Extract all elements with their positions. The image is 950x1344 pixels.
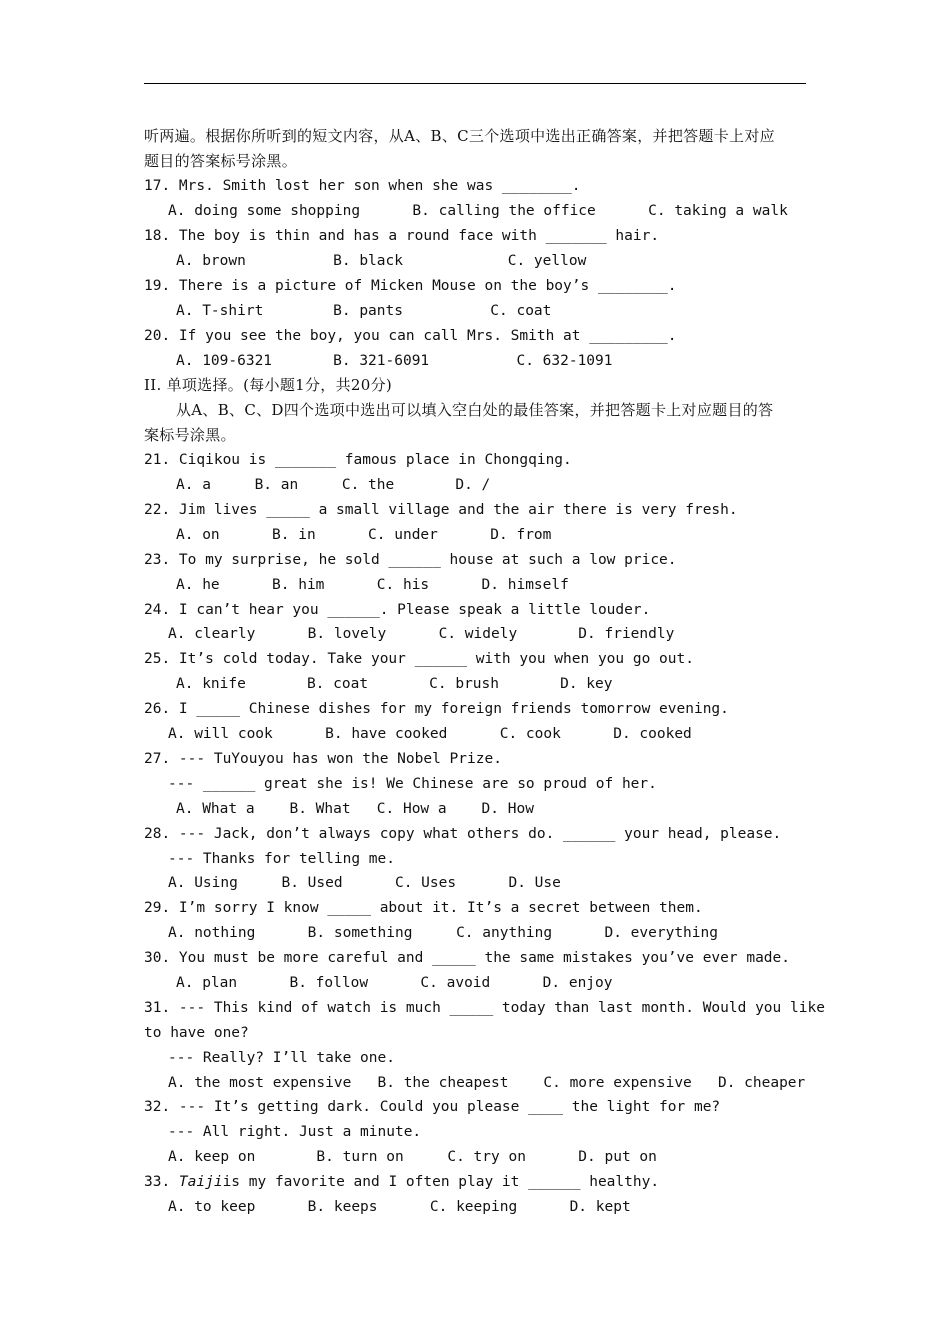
question-33-number: 33. bbox=[144, 1174, 179, 1190]
question-30-options: A. plan B. follow C. avoid D. enjoy bbox=[176, 975, 613, 991]
question-29-stem: 29. I’m sorry I know _____ about it. It’s a secret between them. bbox=[144, 900, 703, 916]
question-32-options: A. keep on B. turn on C. try on D. put on bbox=[168, 1149, 657, 1165]
question-22-stem: 22. Jim lives _____ a small village and the air there is very fresh. bbox=[144, 502, 738, 518]
question-20-stem: 20. If you see the boy, you can call Mrs. Smith at _________. bbox=[144, 328, 677, 344]
question-26-stem: 26. I _____ Chinese dishes for my foreign friends tomorrow evening. bbox=[144, 701, 729, 717]
question-21-stem: 21. Ciqikou is _______ famous place in Chongqing. bbox=[144, 452, 572, 468]
question-28-stem-1: 28. --- Jack, don’t always copy what others do. ______ your head, please. bbox=[144, 826, 782, 842]
question-24-options: A. clearly B. lovely C. widely D. friendly bbox=[168, 626, 675, 642]
question-28-stem-2: --- Thanks for telling me. bbox=[168, 851, 395, 867]
question-24-stem: 24. I can’t hear you ______. Please speak a little louder. bbox=[144, 602, 651, 618]
question-21-options: A. a B. an C. the D. / bbox=[176, 477, 491, 493]
question-27-stem-2: --- ______ great she is! We Chinese are so proud of her. bbox=[168, 776, 657, 792]
question-27-options: A. What a B. What C. How a D. How bbox=[176, 801, 534, 817]
section-2-instruction-line-2: 案标号涂黑。 bbox=[144, 426, 236, 444]
question-33-options: A. to keep B. keeps C. keeping D. kept bbox=[168, 1199, 631, 1215]
question-33-rest: is my favorite and I often play it ______ healthy. bbox=[222, 1174, 660, 1190]
listening-instruction-line-2: 题目的答案标号涂黑。 bbox=[144, 152, 298, 170]
question-28-options: A. Using B. Used C. Uses D. Use bbox=[168, 875, 561, 891]
question-23-options: A. he B. him C. his D. himself bbox=[176, 577, 569, 593]
header-rule bbox=[144, 83, 806, 84]
question-23-stem: 23. To my surprise, he sold ______ house at such a low price. bbox=[144, 552, 677, 568]
question-33-italic-word: Taiji bbox=[178, 1174, 223, 1190]
question-19-options: A. T-shirt B. pants C. coat bbox=[176, 303, 552, 319]
question-18-options: A. brown B. black C. yellow bbox=[176, 253, 587, 269]
question-25-stem: 25. It’s cold today. Take your ______ with you when you go out. bbox=[144, 651, 694, 667]
question-32-stem-1: 32. --- It’s getting dark. Could you please ____ the light for me? bbox=[144, 1099, 721, 1115]
question-31-stem-1: 31. --- This kind of watch is much _____ today than last month. Would you like bbox=[144, 1000, 825, 1016]
question-17-options: A. doing some shopping B. calling the office C. taking a walk bbox=[168, 203, 788, 219]
question-29-options: A. nothing B. something C. anything D. everything bbox=[168, 925, 718, 941]
listening-instruction-line-1: 听两遍。根据你所听到的短文内容，从A、B、C三个选项中选出正确答案，并把答题卡上对应 bbox=[144, 127, 775, 145]
question-31-stem-1-continued: to have one? bbox=[144, 1025, 249, 1041]
question-22-options: A. on B. in C. under D. from bbox=[176, 527, 552, 543]
question-27-stem-1: 27. --- TuYouyou has won the Nobel Prize. bbox=[144, 751, 502, 767]
question-26-options: A. will cook B. have cooked C. cook D. cooked bbox=[168, 726, 692, 742]
question-17-stem: 17. Mrs. Smith lost her son when she was ________. bbox=[144, 178, 581, 194]
question-18-stem: 18. The boy is thin and has a round face with _______ hair. bbox=[144, 228, 660, 244]
question-32-stem-2: --- All right. Just a minute. bbox=[168, 1124, 422, 1140]
question-33-stem bbox=[144, 1172, 659, 1192]
question-19-stem: 19. There is a picture of Micken Mouse on the boy’s ________. bbox=[144, 278, 677, 294]
question-31-stem-2: --- Really? I’ll take one. bbox=[168, 1050, 395, 1066]
question-25-options: A. knife B. coat C. brush D. key bbox=[176, 676, 613, 692]
question-30-stem: 30. You must be more careful and _____ the same mistakes you’ve ever made. bbox=[144, 950, 791, 966]
question-31-options: A. the most expensive B. the cheapest C. more expensive D. cheaper bbox=[168, 1075, 806, 1091]
question-20-options: A. 109-6321 B. 321-6091 C. 632-1091 bbox=[176, 353, 613, 369]
section-2-title: II. 单项选择。(每小题1分，共20分) bbox=[144, 376, 393, 394]
section-2-instruction-line-1: 从A、B、C、D四个选项中选出可以填入空白处的最佳答案，并把答题卡上对应题目的答 bbox=[176, 401, 774, 419]
